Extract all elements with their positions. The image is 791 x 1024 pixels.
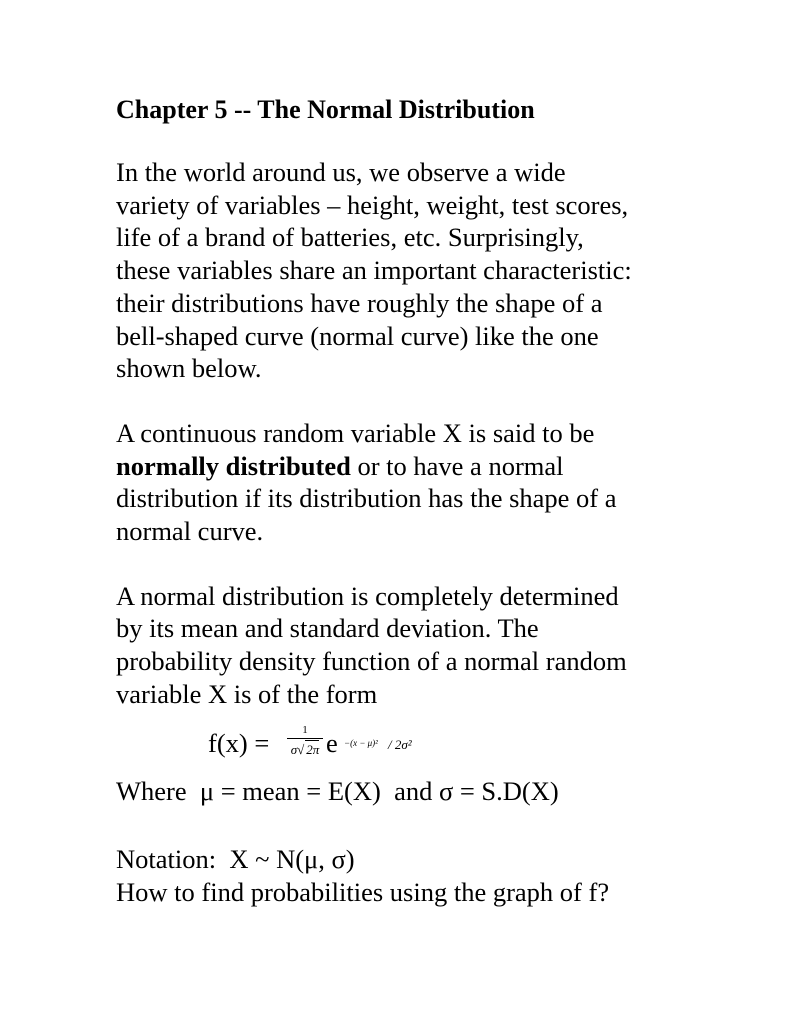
intro-line: In the world around us, we observe a wide: [116, 157, 566, 187]
intro-line: their distributions have roughly the shape of a: [116, 287, 603, 318]
sqrt-sign: √: [297, 741, 305, 757]
pdf-paragraph: [116, 580, 716, 711]
definition-line: [116, 450, 716, 483]
formula-lhs: f(x) =: [208, 727, 270, 758]
formula-base: e: [326, 727, 338, 758]
notation-block: [116, 843, 716, 908]
chapter-title: Chapter 5 -- The Normal Distribution: [116, 95, 535, 124]
intro-line: shown below.: [116, 353, 262, 384]
notation-line: Notation: X ~ N(μ, σ): [116, 844, 355, 875]
definition-paragraph: [116, 417, 716, 548]
definition-line: distribution if its distribution has the shape of a: [116, 483, 617, 514]
formula-exponent-tail: / 2σ²: [388, 736, 412, 752]
question-line: How to find probabilities using the graph of f?: [116, 876, 610, 907]
normal-pdf-formula: [116, 723, 716, 775]
formula-fraction: [287, 723, 323, 759]
pdf-line: probability density function of a normal random: [116, 646, 627, 677]
denominator-sigma: σ: [290, 741, 298, 757]
where-text: Where μ = mean = E(X) and σ = S.D(X): [116, 775, 559, 806]
intro-paragraph: [116, 156, 716, 385]
intro-line: bell-shaped curve (normal curve) like the one: [116, 320, 599, 351]
intro-line: these variables share an important characteristic:: [116, 255, 632, 286]
definition-line-rest: or to have a normal: [350, 450, 564, 481]
intro-line: variety of variables – height, weight, test scores,: [116, 189, 629, 220]
intro-line: life of a brand of batteries, etc. Surprisingly,: [116, 222, 584, 253]
document-page: [116, 90, 716, 909]
fraction-bar: [287, 738, 323, 739]
definition-line: A continuous random variable X is said to be: [116, 417, 595, 448]
pdf-line: variable X is of the form: [116, 678, 378, 709]
pdf-line: by its mean and standard deviation. The: [116, 613, 539, 644]
fraction-numerator: 1: [302, 723, 308, 736]
formula-exponent: −(x − μ)²: [344, 737, 378, 748]
defined-term: normally distributed: [116, 450, 351, 481]
pdf-line: A normal distribution is completely determined: [116, 580, 619, 611]
where-line: [116, 775, 716, 808]
denominator-root: 2π: [306, 741, 320, 757]
definition-line: normal curve.: [116, 516, 264, 547]
fraction-denominator: [287, 740, 323, 759]
